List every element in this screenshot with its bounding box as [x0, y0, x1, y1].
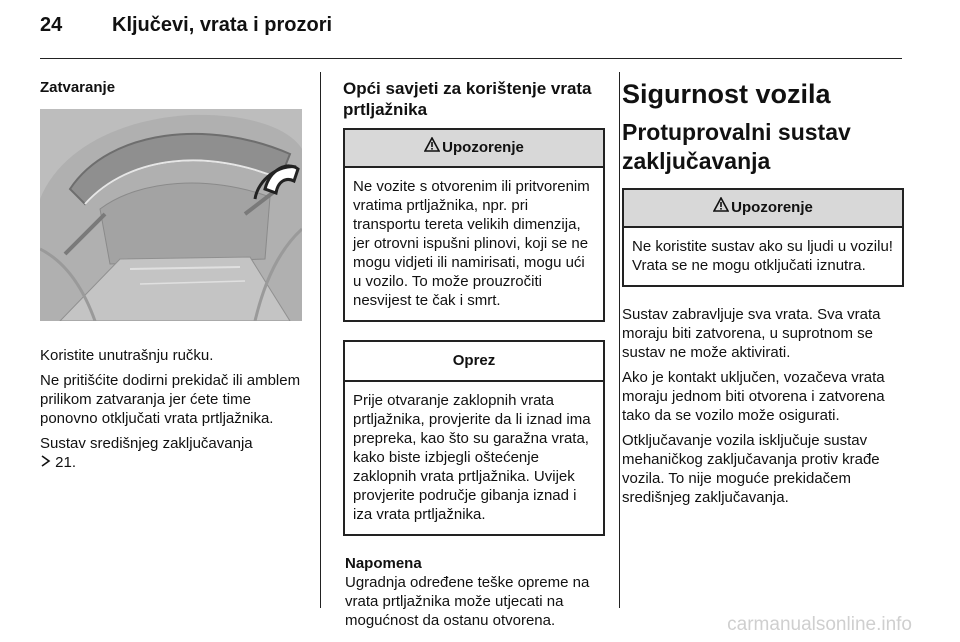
security-paragraph-2: Ako je kontakt uključen, vozačeva vrata moraju jednom biti otvorena i zatvorena tako da se vozilo može osigurati.	[622, 369, 885, 424]
page-number: 24	[40, 14, 63, 36]
warning-text: Ne vozite s otvorenim ili pritvorenim vratima prtljažnika, npr. pri transportu tereta velikih dimenzija, jer otrovni ispušni plinovi, koji se ne mogu vidjeti ili namirisati, mogu ući u vozilo. To može prouzročiti nesvijest te čak i smrt.	[353, 178, 590, 309]
column-tailgate-tips	[343, 78, 605, 630]
warning-triangle-icon	[424, 130, 440, 166]
note-text: Ugradnja određene teške opreme na vrata prtljažnika može utjecati na mogućnost da ostanu otvorena.	[345, 574, 590, 629]
caution-text: Prije otvaranje zaklopnih vrata prtljažnika, provjerite da li iznad ima prepreka, kao što su garažna vrata, kako biste izbjegli oštećenje zaklopnih vrata prtljažnika. Uvijek provjerite područje gibanja iznad i iza vrata prtljažnika.	[353, 392, 591, 523]
column-vehicle-security	[622, 78, 904, 513]
security-warning-box	[622, 188, 904, 287]
closing-paragraph-3	[40, 434, 302, 472]
warning-header	[345, 130, 603, 168]
warning-box	[343, 128, 605, 322]
note-block	[343, 554, 605, 630]
security-warning-title: Upozorenje	[731, 199, 813, 216]
closing-paragraph-2: Ne pritišćite dodirni prekidač ili amblem prilikom zatvaranja jer ćete time ponovno otključati vrata prtljažnika.	[40, 372, 301, 427]
page-title: Ključevi, vrata i prozori	[112, 14, 333, 36]
note-title: Napomena	[345, 555, 422, 572]
tailgate-illustration	[40, 109, 302, 321]
security-warning-header	[624, 190, 902, 228]
arrow-right-icon	[40, 454, 51, 471]
security-paragraph-3: Otključavanje vozila isključuje sustav mehaničkog zaključavanja protiv krađe vozila. To nije moguće prekidačem središnjeg zaključavanja.	[622, 432, 880, 506]
warning-triangle-icon	[713, 190, 729, 226]
warning-title: Upozorenje	[442, 139, 524, 156]
section-heading-vehicle-security: Sigurnost vozila	[622, 79, 831, 109]
security-paragraph-1: Sustav zabravljuje sva vrata. Sva vrata moraju biti zatvorena, u suprotnom se sustav ne može aktivirati.	[622, 306, 881, 361]
section-heading-closing: Zatvaranje	[40, 79, 116, 96]
caution-header: Oprez	[345, 342, 603, 382]
column-divider-2	[619, 72, 620, 608]
closing-paragraph-1: Koristite unutrašnju ručku.	[40, 347, 214, 364]
central-locking-text: Sustav središnjeg zaključavanja	[40, 435, 253, 452]
subsection-heading-anti-theft: Protuprovalni sustav zaključavanja	[622, 119, 851, 174]
watermark: carmanualsonline.info	[727, 614, 912, 635]
column-divider-1	[320, 72, 321, 608]
caution-box	[343, 340, 605, 536]
section-heading-tailgate-tips: Opći savjeti za korištenje vrata prtljažnika	[343, 79, 592, 119]
column-closing	[40, 78, 302, 478]
page-header	[40, 14, 332, 37]
header-rule	[40, 58, 902, 59]
page-reference: 21.	[55, 454, 77, 471]
security-warning-text: Ne koristite sustav ako su ljudi u vozilu! Vrata se ne mogu otključati iznutra.	[632, 238, 893, 274]
